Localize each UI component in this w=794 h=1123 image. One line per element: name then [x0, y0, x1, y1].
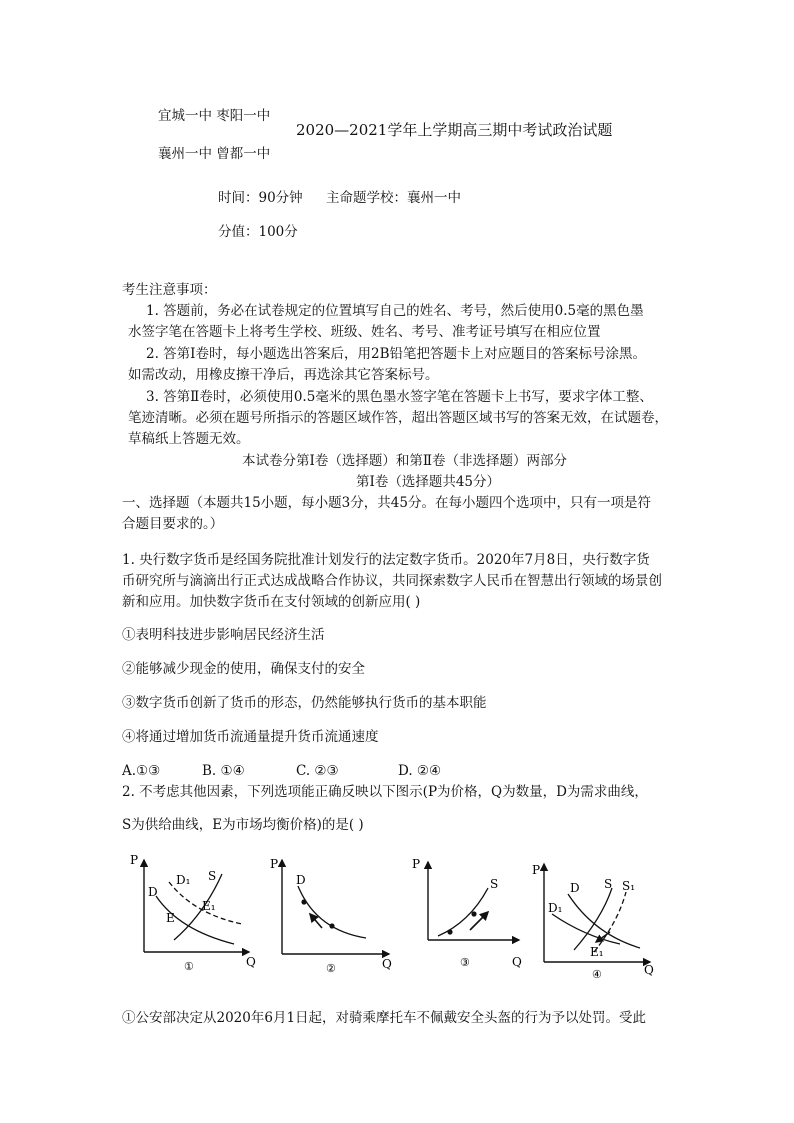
q1-stem-line2: 币研究所与滴滴出行正式达成战略合作协议，共同探索数字人民币在智慧出行领域的场景创: [122, 573, 662, 589]
graph-3-supply-curve: [438, 888, 488, 936]
notice-item3-line2: 笔迹清晰。必须在题号所指示的答题区域作答，超出答题区域书写的答案无效，在试题卷，: [128, 410, 668, 426]
graph-1-d1-label: D₁: [176, 873, 191, 887]
graph-2-d-label: D: [296, 873, 306, 887]
graph-3: [404, 852, 534, 977]
graph-1-s-label: S: [208, 869, 217, 883]
graph-2-point-a: [301, 899, 306, 904]
graph-4-s-label: S: [604, 877, 613, 891]
graph-4-e1-label: E₁: [590, 945, 604, 959]
q1-option-1: ①表明科技进步影响居民经济生活: [122, 627, 325, 643]
header-schools-line1: 宜城一中 枣阳一中: [158, 108, 271, 124]
notice-heading: 考生注意事项：: [122, 282, 217, 298]
graph-2-p-label: P: [270, 857, 279, 871]
graph-4-s1-label: S₁: [622, 879, 636, 893]
graph-3-point-a: [447, 929, 452, 934]
graph-4-d1-label: D₁: [548, 901, 563, 915]
notice-item3-line3: 草稿纸上答题无效。: [128, 431, 250, 447]
notice-item1-line2: 水签字笔在答题卡上将考生学校、班级、姓名、考号、准考证号填写在相应位置: [128, 324, 601, 340]
q2-scenario-1: ①公安部决定从2020年6月1日起，对骑乘摩托车不佩戴安全头盔的行为予以处罚。受此: [122, 1010, 647, 1026]
graph-3-point-b: [471, 911, 476, 916]
paper-parts: 本试卷分第Ⅰ卷（选择题）和第Ⅱ卷（非选择题）两部分: [242, 453, 568, 469]
graph-1-e-label: E: [166, 911, 175, 925]
graph-4: [528, 852, 664, 982]
graph-1-e1-label: E₁: [202, 899, 216, 913]
graph-4-number: ④: [592, 968, 602, 981]
graph-3-s-label: S: [490, 877, 499, 891]
graph-2-point-b: [329, 923, 334, 928]
q1-option-2: ②能够减少现金的使用，确保支付的安全: [122, 661, 365, 677]
q1-choice-a: A.①③: [122, 763, 161, 779]
q1-choice-c: C. ②③: [296, 763, 339, 779]
header-schools-line2: 襄州一中 曾都一中: [158, 146, 271, 162]
graph-4-new-supply-curve: [594, 892, 626, 952]
graph-4-q-label: Q: [644, 963, 654, 977]
graph-2-demand-curve: [298, 886, 366, 938]
graph-2: [264, 852, 404, 977]
graph-3-p-label: P: [412, 857, 421, 871]
q1-stem-line1: 1. 央行数字货币是经国务院批准计划发行的法定数字货币。2020年7月8日，央行数字货: [122, 552, 650, 568]
section-heading-line1: 一、选择题（本题共15小题，每小题3分，共45分。在每小题四个选项中，只有一项是符: [122, 495, 651, 511]
graph-1: [124, 852, 264, 977]
notice-item1-line1: 1. 答题前，务必在试卷规定的位置填写自己的姓名、考号，然后使用0.5毫的黑色墨: [146, 303, 644, 319]
graph-4-d-label: D: [570, 881, 580, 895]
graph-2-number: ②: [326, 962, 336, 975]
exam-time: 时间：90分钟: [218, 190, 303, 206]
page-title: 2020—2021学年上学期高三期中考试政治试题: [296, 121, 613, 139]
q2-stem-line1: 2. 不考虑其他因素，下列选项能正确反映以下图示(P为价格，Q为数量，D为需求曲线，: [122, 784, 648, 800]
notice-item2-line1: 2. 答第Ⅰ卷时，每小题选出答案后，用2B铅笔把答题卡上对应题目的答案标号涂黑。: [146, 346, 647, 362]
notice-item3-line1: 3. 答第Ⅱ卷时，必须使用0.5毫米的黑色墨水签字笔在答题卡上书写，要求字体工整、: [146, 389, 653, 405]
q1-stem-line3: 新和应用。加快数字货币在支付领域的创新应用( ): [122, 594, 421, 610]
graph-2-q-label: Q: [382, 957, 392, 971]
graph-1-p-label: P: [130, 853, 139, 867]
host-school: 主命题学校：襄州一中: [326, 190, 461, 206]
q1-choice-b: B. ①④: [202, 763, 245, 779]
graph-2-arrow: [310, 914, 322, 928]
graph-1-number: ①: [184, 960, 194, 973]
graph-3-number: ③: [460, 956, 470, 969]
graph-1-q-label: Q: [246, 955, 256, 969]
graph-4-p-label: P: [532, 863, 541, 877]
q1-choice-d: D. ②④: [398, 763, 442, 779]
notice-item2-line2: 如需改动，用橡皮擦干净后，再选涂其它答案标号。: [128, 367, 439, 383]
graph-3-q-label: Q: [512, 955, 522, 969]
exam-score: 分值：100分: [218, 224, 298, 240]
q1-option-3: ③数字货币创新了货币的形态，仍然能够执行货币的基本职能: [122, 695, 487, 711]
section-heading-line2: 合题目要求的。）: [122, 516, 224, 532]
q2-stem-line2: S为供给曲线，E为市场均衡价格)的是( ): [122, 817, 364, 833]
part1-heading: 第Ⅰ卷（选择题共45分）: [356, 474, 501, 490]
graph-1-d-label: D: [148, 885, 158, 899]
q1-option-4: ④将通过增加货币流通量提升货币流通速度: [122, 729, 379, 745]
